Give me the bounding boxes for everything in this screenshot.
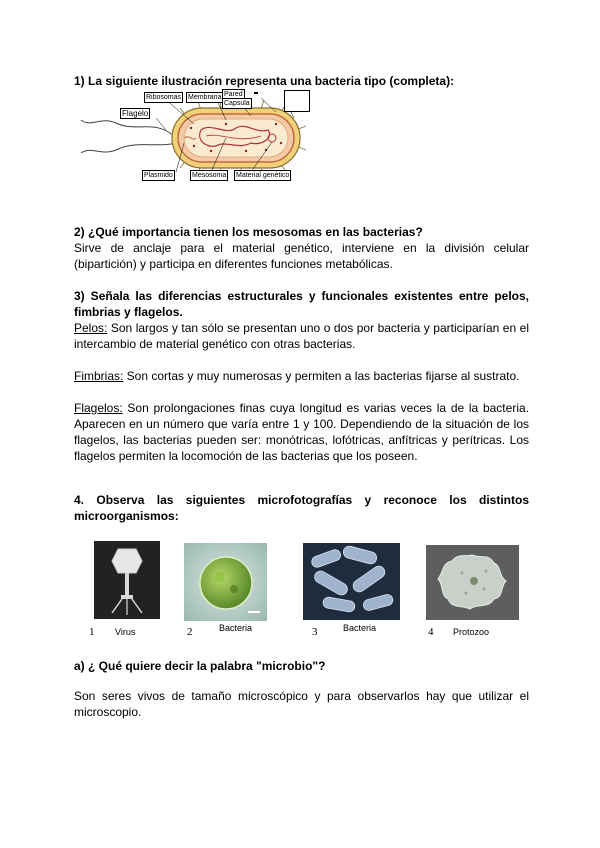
photo-number-4: 4 <box>428 626 434 638</box>
protozoo-image <box>426 545 519 620</box>
qa-answer: Son seres vivos de tamaño microscópico y para observarlos hay que utilizar el microscopio. <box>74 689 529 719</box>
rods-image <box>303 543 400 620</box>
label-box-empty <box>284 90 310 112</box>
qa-title: a) ¿ Qué quiere decir la palabra "microbio"? <box>74 659 326 673</box>
pelos-label: Pelos: <box>74 321 108 335</box>
label-extra <box>254 92 258 94</box>
photo-caption-2: Bacteria <box>219 623 253 633</box>
label-mesosoma: Mesosoma <box>192 172 227 179</box>
label-capsula: Capsula <box>224 100 250 107</box>
fimbrias-label: Fimbrias: <box>74 369 124 383</box>
flagelos-text: Son prolongaciones finas cuya longitud es varias veces la de la bacteria. Aparecen en un número que varía entre 1 y 100. Dependiendo de la situación de los flagelos, las bacterias pueden ser: monótricas, lofótricas, anfítricas y perítricas. Los flagelos permiten la locomoción de las bacterias que los poseen. <box>74 401 529 463</box>
photo-number-1: 1 <box>89 626 95 638</box>
q3-fimbrias <box>74 368 529 384</box>
photo-bacteria-green <box>184 543 267 621</box>
label-plasmido: Plasmido <box>144 172 173 179</box>
photo-caption-1: Virus <box>115 627 136 637</box>
label-material-genetico: Material genético <box>236 172 290 179</box>
photo-caption-4: Protozoo <box>453 627 490 637</box>
q2-title: 2) ¿Qué importancia tienen los mesosomas en las bacterias? <box>74 225 423 239</box>
photo-number-3: 3 <box>312 626 318 638</box>
q3-title: 3) Señala las diferencias estructurales y funcionales existentes entre pelos, fimbrias y flagelos. <box>74 289 529 319</box>
pelos-text: Son largos y tan sólo se presentan uno o dos por bacteria y participarían en el intercambio de material genético con otras bacterias. <box>74 321 529 351</box>
q3-flagelos <box>74 400 529 464</box>
photo-protozoo <box>426 545 519 620</box>
q3-pelos <box>74 320 529 352</box>
photo-number-2: 2 <box>187 626 193 638</box>
q2-answer: Sirve de anclaje para el material genético, interviene en la división celular (bipartición) y participa en diferentes funciones metabólicas. <box>74 241 529 271</box>
q1-title: 1) La siguiente ilustración representa una bacteria tipo (completa): <box>74 74 455 88</box>
label-pared: Pared <box>224 91 243 98</box>
fimbrias-text: Son cortas y muy numerosas y permiten a las bacterias fijarse al sustrato. <box>123 369 520 383</box>
label-flagelo: Flagelo <box>122 109 149 118</box>
flagelos-label: Flagelos: <box>74 401 123 415</box>
green-cell-image <box>184 543 267 621</box>
bacteria-illustration <box>76 88 316 183</box>
photo-virus <box>94 541 160 619</box>
label-ribosomas: Ribosomas <box>146 94 182 101</box>
virus-image <box>94 541 160 619</box>
q4-title: 4. Observa las siguientes microfotografías y reconoce los distintos microorganismos: <box>74 493 529 523</box>
photo-caption-3: Bacteria <box>343 623 377 633</box>
label-membrana: Membrana <box>188 94 222 101</box>
photo-bacteria-rods <box>303 543 400 620</box>
